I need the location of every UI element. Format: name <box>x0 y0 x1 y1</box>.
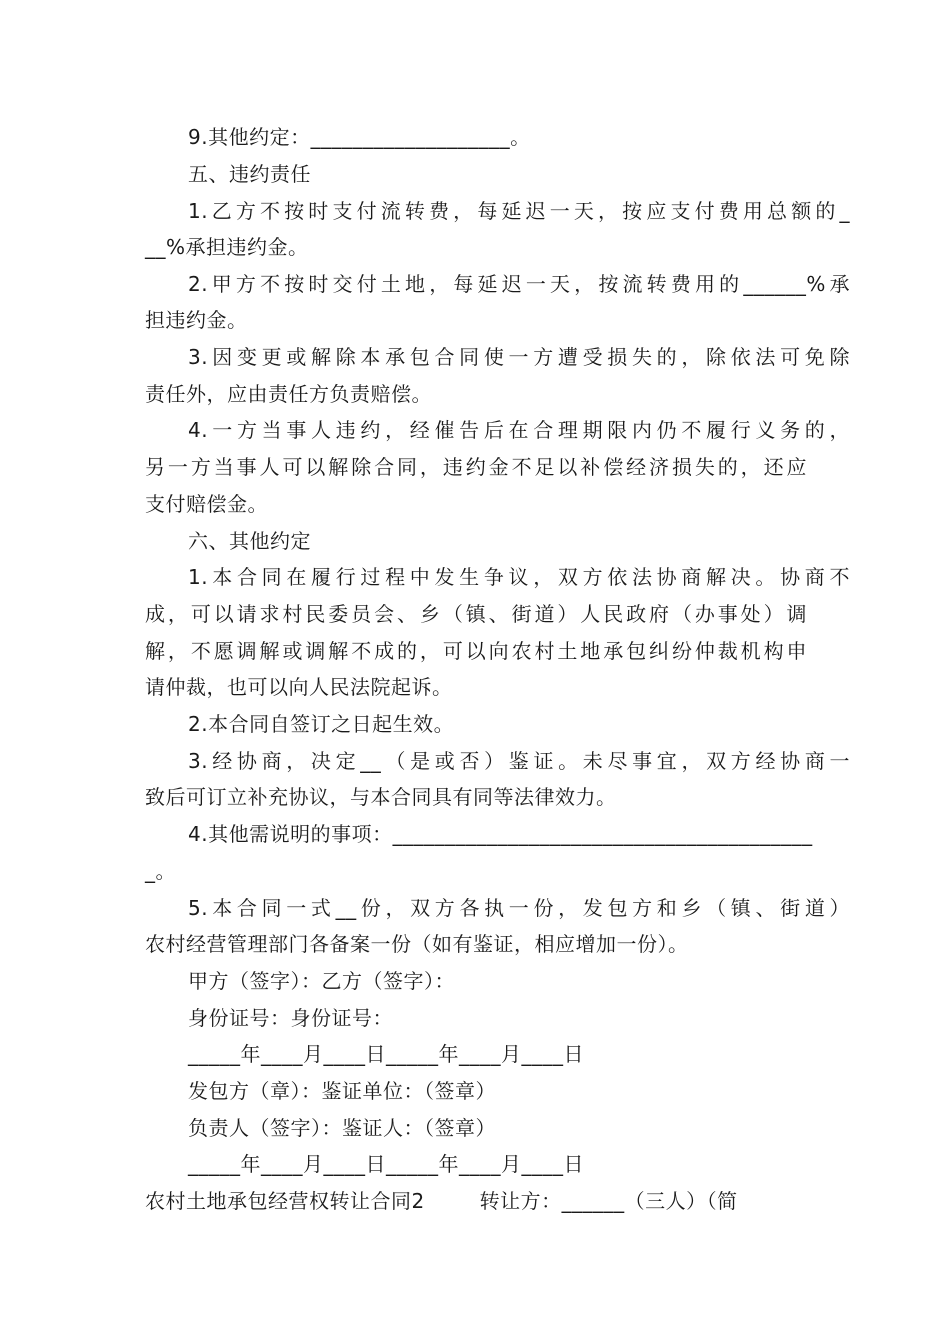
breach-clause-3-cont: 责任外，应由责任方负责赔偿。 <box>145 382 432 406</box>
issuer-seal-fields: 发包方（章）：鉴证单位：（签章） <box>188 1079 496 1103</box>
date-fields-2: _____年____月____日_____年____月____日 <box>188 1152 584 1176</box>
breach-clause-4-cont: 另一方当事人可以解除合同，违约金不足以补偿经济损失的，还应 <box>145 455 807 479</box>
breach-clause-2-cont: 担违约金。 <box>145 308 248 332</box>
section-heading-other: 六、其他约定 <box>188 529 311 553</box>
id-number-fields: 身份证号：身份证号： <box>188 1006 393 1030</box>
other-clause-4: 4.其他需说明的事项：________________________________________ <box>188 822 813 846</box>
other-clause-4-cont: _。 <box>145 859 176 883</box>
breach-clause-4: 4.一方当事人违约，经催告后在合理期限内仍不履行义务的， <box>188 418 850 442</box>
other-clause-1-cont-b: 解，不愿调解或调解不成的，可以向农村土地承包纠纷仲裁机构申 <box>145 639 807 663</box>
other-clause-2: 2.本合同自签订之日起生效。 <box>188 712 455 736</box>
breach-clause-1-cont: __%承担违约金。 <box>145 235 309 259</box>
other-clause-1-end: 请仲裁，也可以向人民法院起诉。 <box>145 675 453 699</box>
breach-clause-3: 3.因变更或解除本承包合同使一方遭受损失的，除依法可免除 <box>188 345 850 369</box>
date-fields-1: _____年____月____日_____年____月____日 <box>188 1042 584 1066</box>
responsible-person-fields: 负责人（签字）：鉴证人：（签章） <box>188 1116 496 1140</box>
breach-clause-4-end: 支付赔偿金。 <box>145 492 268 516</box>
breach-clause-1: 1.乙方不按时支付流转费，每延迟一天，按应支付费用总额的_ <box>188 199 850 223</box>
other-clause-3: 3.经协商，决定__（是或否）鉴证。未尽事宜，双方经协商一 <box>188 749 850 773</box>
other-clause-3-cont: 致后可订立补充协议，与本合同具有同等法律效力。 <box>145 785 617 809</box>
other-clause-1: 1.本合同在履行过程中发生争议，双方依法协商解决。协商不 <box>188 565 850 589</box>
other-clause-1-cont-a: 成，可以请求村民委员会、乡（镇、街道）人民政府（办事处）调 <box>145 602 807 626</box>
other-clause-5: 5.本合同一式__份，双方各执一份，发包方和乡（镇、街道） <box>188 896 850 920</box>
next-contract-title: 农村土地承包经营权转让合同2 转让方：______（三人）（简 <box>145 1189 738 1213</box>
clause-9-other: 9.其他约定：___________________。 <box>188 125 531 149</box>
section-heading-breach: 五、违约责任 <box>188 162 311 186</box>
other-clause-5-cont: 农村经营管理部门各备案一份（如有鉴证，相应增加一份）。 <box>145 932 689 956</box>
signature-parties: 甲方（签字）：乙方（签字）： <box>188 969 455 993</box>
breach-clause-2: 2.甲方不按时交付土地，每延迟一天，按流转费用的______%承 <box>188 272 850 296</box>
